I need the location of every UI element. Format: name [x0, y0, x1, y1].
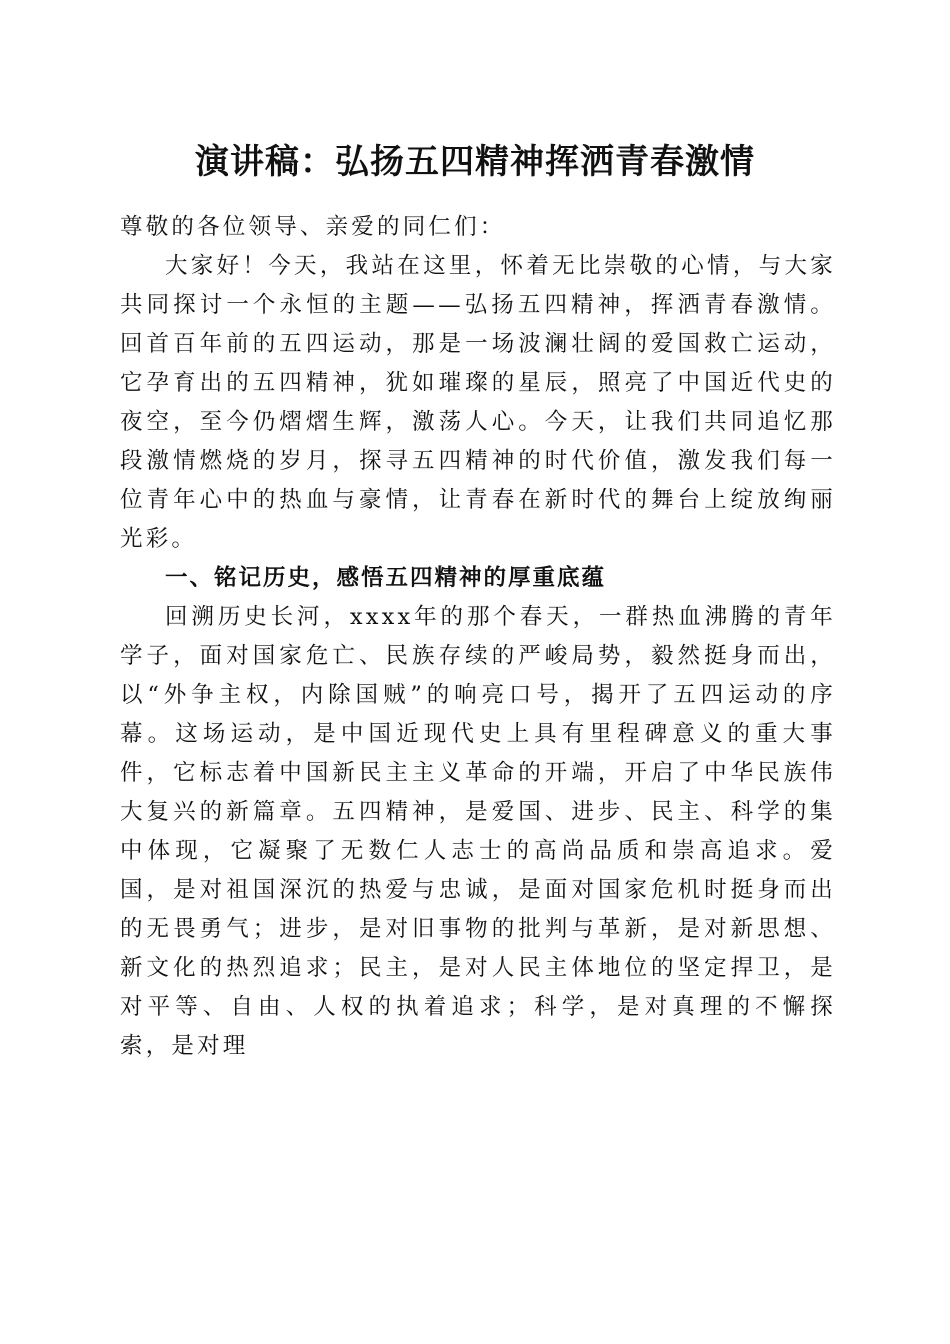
history-paragraph: 回溯历史长河，xxxx年的那个春天，一群热血沸腾的青年学子，面对国家危亡、民族存续的严峻局势，毅然挺身而出，以“外争主权，内除国贼”的响亮口号，揭开了五四运动的序幕。这场运动，是中国近现代史上具有里程碑意义的重大事件，它标志着中国新民主主义革命的开端，开启了中华民族伟大复兴的新篇章。五四精神，是爱国、进步、民主、科学的集中体现，它凝聚了无数仁人志士的高尚品质和崇高追求。爱国，是对祖国深沉的热爱与忠诚，是面对国家危机时挺身而出的无畏勇气；进步，是对旧事物的批判与革新，是对新思想、新文化的热烈追求；民主，是对人民主体地位的坚定捍卫，是对平等、自由、人权的执着追求；科学，是对真理的不懈探索，是对理 [120, 604, 836, 1059]
salutation: 尊敬的各位领导、亲爱的同仁们： [120, 214, 506, 240]
document-body [120, 208, 836, 1066]
section-heading: 一、铭记历史，感悟五四精神的厚重底蕴 [165, 565, 607, 591]
opening-paragraph: 大家好！今天，我站在这里，怀着无比崇敬的心情，与大家共同探讨一个永恒的主题——弘扬五四精神，挥洒青春激情。回首百年前的五四运动，那是一场波澜壮阔的爱国救亡运动，它孕育出的五四精神，犹如璀璨的星辰，照亮了中国近代史的夜空，至今仍熠熠生辉，激荡人心。今天，让我们共同追忆那段激情燃烧的岁月，探寻五四精神的时代价值，激发我们每一位青年心中的热血与豪情，让青春在新时代的舞台上绽放绚丽光彩。 [120, 253, 836, 552]
document-title: 演讲稿：弘扬五四精神挥洒青春激情 [195, 142, 755, 182]
